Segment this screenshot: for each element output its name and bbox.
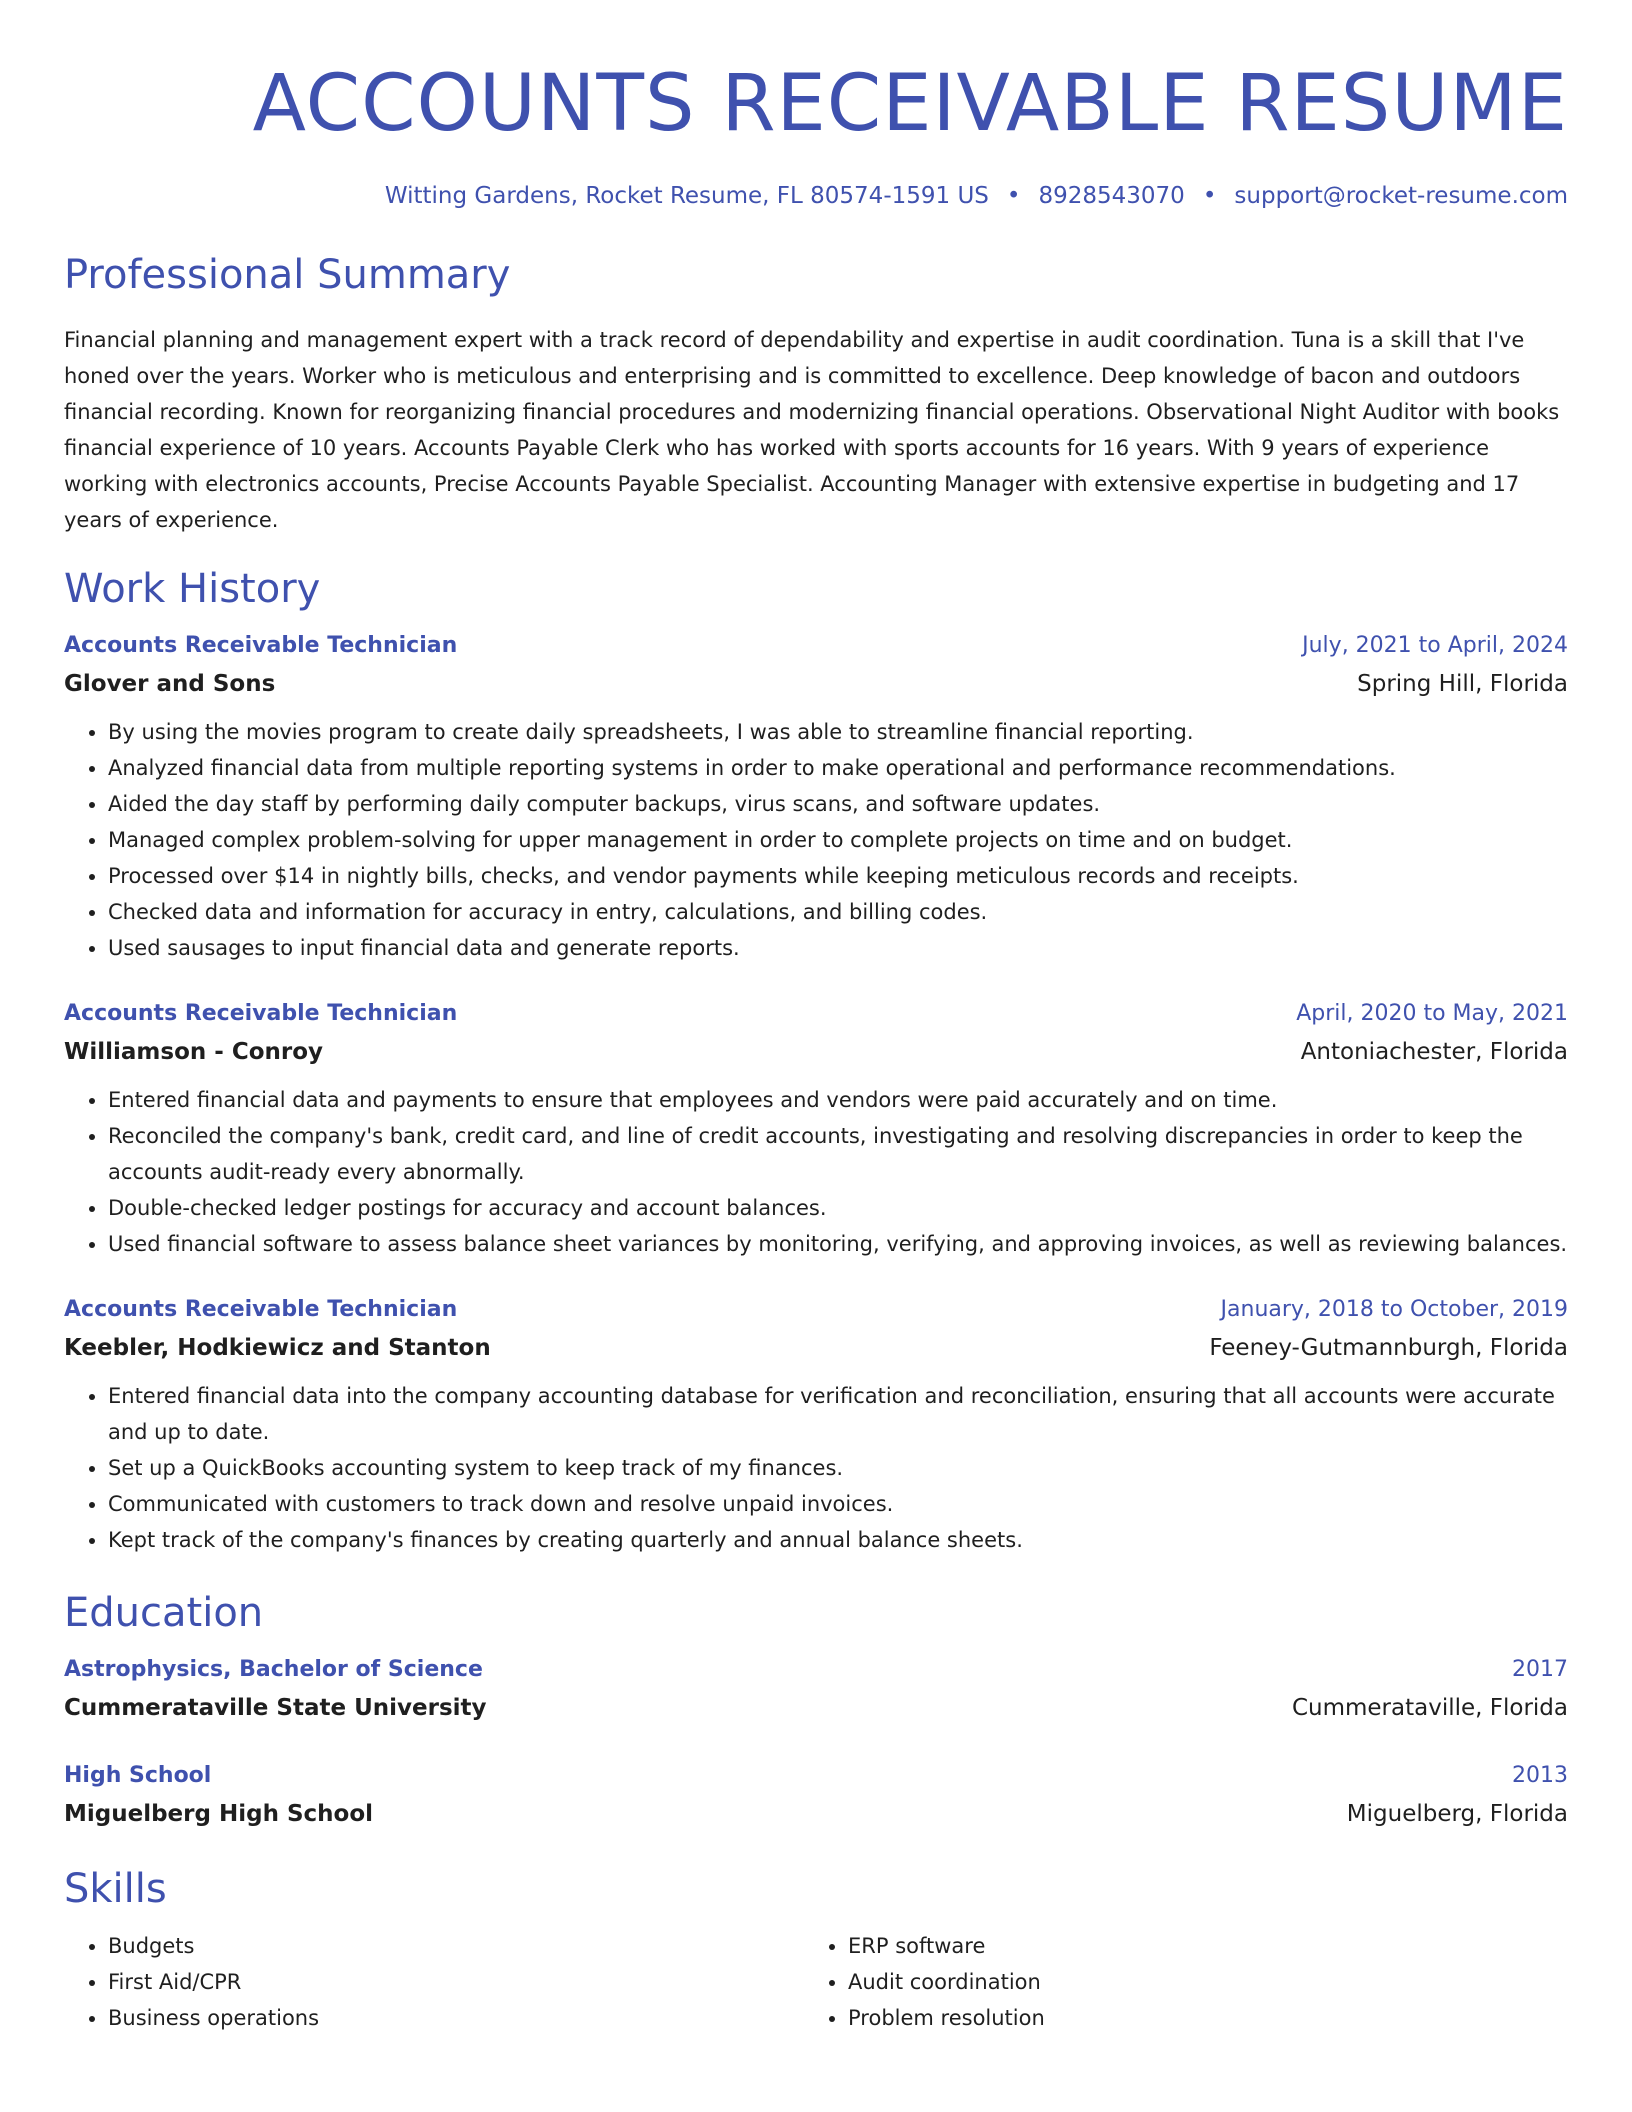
skill-item: • Business operations xyxy=(108,2000,804,2036)
contact-separator: • xyxy=(1006,183,1021,209)
job-entry xyxy=(64,1292,1568,1558)
contact-separator: • xyxy=(1202,183,1217,209)
job-header xyxy=(64,1292,1568,1328)
job-bullet: • Kept track of the company's finances by creating quarterly and annual balance sheets. xyxy=(108,1522,1568,1558)
job-location: Antoniachester, Florida xyxy=(1300,1039,1568,1065)
skill-item: • Audit coordination xyxy=(848,1964,1544,2000)
education-subheader xyxy=(64,1794,1568,1834)
skills-column-left xyxy=(64,1928,804,2036)
education-header xyxy=(64,1758,1568,1794)
job-bullet: • Entered financial data and payments to ensure that employees and vendors were paid accurately and on time. xyxy=(108,1082,1568,1118)
resume-title: ACCOUNTS RECEIVABLE RESUME xyxy=(252,59,1568,149)
job-header xyxy=(64,996,1568,1032)
job-bullet: • Used sausages to input financial data and generate reports. xyxy=(108,930,1568,966)
job-bullet: • Used financial software to assess balance sheet variances by monitoring, verifying, and approving invoices, as well as reviewing balances. xyxy=(108,1226,1568,1262)
education-degree: High School xyxy=(64,1763,212,1788)
job-bullet: • Checked data and information for accuracy in entry, calculations, and billing codes. xyxy=(108,894,1568,930)
job-dates: July, 2021 to April, 2024 xyxy=(1302,633,1568,658)
skill-item: • ERP software xyxy=(848,1928,1544,1964)
job-company: Glover and Sons xyxy=(64,671,276,697)
job-entry xyxy=(64,996,1568,1262)
job-location: Spring Hill, Florida xyxy=(1357,671,1568,697)
education-location: Miguelberg, Florida xyxy=(1346,1801,1568,1827)
job-bullet: • Processed over $14 in nightly bills, checks, and vendor payments while keeping meticulous records and receipts. xyxy=(108,858,1568,894)
job-bullet: • Double-checked ledger postings for accuracy and account balances. xyxy=(108,1190,1568,1226)
skills-column-right xyxy=(804,1928,1544,2036)
job-bullet: • Aided the day staff by performing daily computer backups, virus scans, and software updates. xyxy=(108,786,1568,822)
education-header xyxy=(64,1652,1568,1688)
job-bullet: • Analyzed financial data from multiple reporting systems in order to make operational and performance recommendations. xyxy=(108,750,1568,786)
section-title-skills: Skills xyxy=(64,1866,167,1912)
job-bullet: • Communicated with customers to track down and resolve unpaid invoices. xyxy=(108,1486,1568,1522)
job-bullet: • Entered financial data into the company accounting database for verification and reconciliation, ensuring that all accounts were accurate and up to date. xyxy=(108,1378,1568,1450)
skill-item: • Budgets xyxy=(108,1928,804,1964)
job-dates: April, 2020 to May, 2021 xyxy=(1296,1001,1568,1026)
job-bullets xyxy=(64,1378,1568,1558)
job-dates: January, 2018 to October, 2019 xyxy=(1220,1297,1568,1322)
job-header xyxy=(64,628,1568,664)
education-subheader xyxy=(64,1688,1568,1728)
job-subheader xyxy=(64,1328,1568,1368)
contact-email: support@rocket-resume.com xyxy=(1234,183,1568,209)
section-title-work-history: Work History xyxy=(64,566,321,612)
education-location: Cummerataville, Florida xyxy=(1291,1695,1568,1721)
job-subheader xyxy=(64,1032,1568,1072)
section-title-summary: Professional Summary xyxy=(64,252,511,298)
skills-list xyxy=(64,1928,1568,2036)
job-role: Accounts Receivable Technician xyxy=(64,1001,458,1026)
contact-line xyxy=(64,180,1568,212)
job-subheader xyxy=(64,664,1568,704)
contact-phone: 8928543070 xyxy=(1038,183,1185,209)
job-bullets xyxy=(64,1082,1568,1262)
job-location: Feeney-Gutmannburgh, Florida xyxy=(1209,1335,1568,1361)
education-degree: Astrophysics, Bachelor of Science xyxy=(64,1657,483,1682)
job-bullet: • Managed complex problem-solving for upper management in order to complete projects on time and on budget. xyxy=(108,822,1568,858)
job-bullet: • Reconciled the company's bank, credit card, and line of credit accounts, investigating and resolving discrepancies in order to keep the accounts audit-ready every abnormally. xyxy=(108,1118,1568,1190)
section-title-education: Education xyxy=(64,1590,264,1636)
summary-text: Financial planning and management expert with a track record of dependability and expertise in audit coordination. Tuna is a skill that I've honed over the years. Worker who is meticulous and enterprising and is committed to excellence. Deep knowledge of bacon and outdoors financial recording. Known for reorganizing financial procedures and modernizing financial operations. Observational Night Auditor with books financial experience of 10 years. Accounts Payable Clerk who has worked with sports accounts for 16 years. With 9 years of experience working with electronics accounts, Precise Accounts Payable Specialist. Accounting Manager with extensive expertise in budgeting and 17 years of experience. xyxy=(64,328,1560,532)
skill-item: • Problem resolution xyxy=(848,2000,1544,2036)
job-bullets xyxy=(64,714,1568,966)
job-role: Accounts Receivable Technician xyxy=(64,1297,458,1322)
education-entry xyxy=(64,1652,1568,1728)
job-entry xyxy=(64,628,1568,966)
job-bullet: • By using the movies program to create daily spreadsheets, I was able to streamline financial reporting. xyxy=(108,714,1568,750)
job-company: Williamson - Conroy xyxy=(64,1039,324,1065)
education-school: Cummerataville State University xyxy=(64,1695,487,1721)
education-year: 2017 xyxy=(1512,1657,1568,1682)
education-entry xyxy=(64,1758,1568,1834)
contact-address: Witting Gardens, Rocket Resume, FL 80574-1591 US xyxy=(384,183,989,209)
job-company: Keebler, Hodkiewicz and Stanton xyxy=(64,1335,491,1361)
resume-page xyxy=(64,0,1568,2036)
job-bullet: • Set up a QuickBooks accounting system to keep track of my finances. xyxy=(108,1450,1568,1486)
job-role: Accounts Receivable Technician xyxy=(64,633,458,658)
education-school: Miguelberg High School xyxy=(64,1801,374,1827)
education-year: 2013 xyxy=(1512,1763,1568,1788)
skill-item: • First Aid/CPR xyxy=(108,1964,804,2000)
